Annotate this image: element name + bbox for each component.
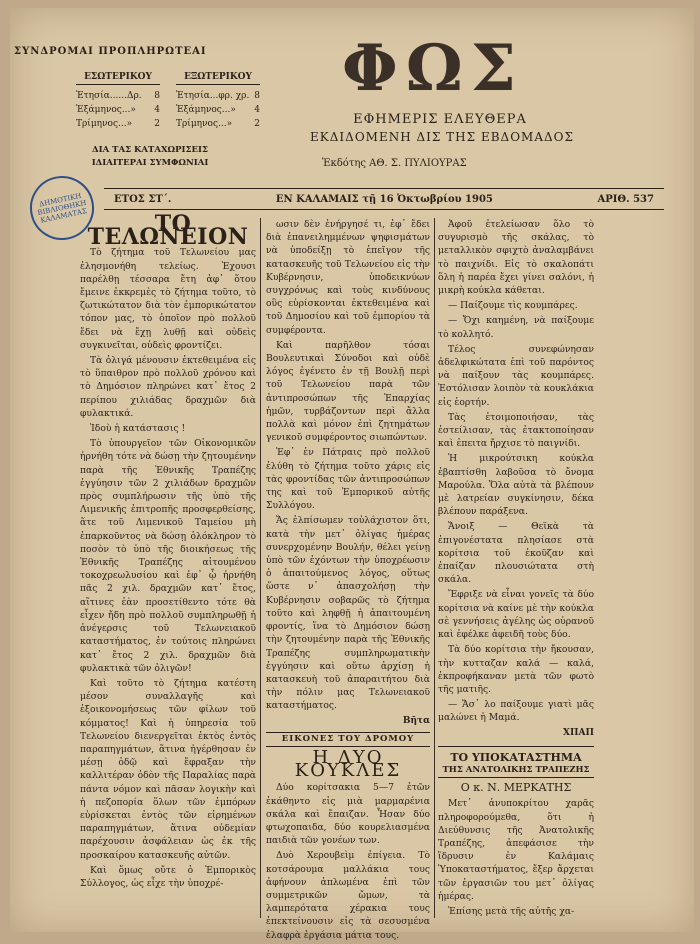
rate-label: Ἐτησία......Δρ. [76, 91, 142, 101]
domestic-rates [76, 70, 160, 131]
article-paragraph: Ἄνοιξ — Θεϊκὰ τὰ ἐπιγονέστατα πλησίασε στὰ κορίτσια τοῦ ἐκοῦζαν καὶ ἐπαίζαν πλουσιώτατα στὴ σκάλα. [438, 521, 594, 586]
rate-value: 8 [154, 91, 160, 101]
rate-value: 8 [254, 91, 260, 101]
article-paragraph: — Ὄχι καημένη, νὰ παίξουμε τὸ κολλητό. [438, 315, 594, 340]
article-headline: Η ΔΥΟ ΚΟΥΚΛΕΣ [294, 746, 402, 782]
year: ΕΤΟΣ ΣΤ΄. [114, 193, 172, 205]
article-paragraph: Δύο κορίτσακια 5—7 ἐτῶν ἐκάθηντο εἰς μιὰ μαρμαρένια σκάλα καὶ ἔπαιζαν. Ἦσαν δύο φτωχοπαιδα, δύο κουρελιασμένα παιδιὰ τῶν γονέων των. [266, 782, 430, 847]
library-stamp: ΔΗΜΟΤΙΚΗ ΒΙΒΛΙΟΘΗΚΗ ΚΑΛΑΜΑΤΑΣ [24, 170, 100, 246]
article-headline: ΤΟ ΤΕΛΩΝΕΙΟΝ [87, 211, 249, 251]
tagline-2: ΕΚΔΙΔΟΜΕΝΗ ΔΙΣ ΤΗΣ ΕΒΔΟΜΑΔΟΣ [310, 130, 574, 144]
agreement-line-2: ΙΔΙΑΙΤΕΡΑΙ ΣΥΜΦΩΝΙΑΙ [91, 158, 209, 168]
rate-label: Ἑξάμηνος...» [176, 105, 236, 115]
subscriptions-title: ΣΥΝΔΡΟΜΑΙ ΠΡΟΠΛΗΡΩΤΕΑΙ [14, 46, 207, 57]
newspaper-logo: ΦΩΣ [342, 31, 524, 106]
article-signature: ΧΠΑΠ [563, 727, 594, 738]
agreement-line-1: ΔΙΑ ΤΑΣ ΚΑΤΑΧΩΡΙΣΕΙΣ [92, 145, 208, 155]
article-paragraph: Τὰ δύο κορίτσια τὴν ἤκουσαν, τὴν κυτταζαν καλά — καλά, ἐκπροφήκαναν μετὰ τῶν φωτὸ τῆς ματιῆς. [438, 644, 594, 695]
column-1 [80, 211, 256, 892]
column-rule [434, 218, 435, 918]
article-paragraph: Ἔφριξε νὰ εἶναι γονεῖς τὰ δύο κορίτσια νὰ καίνε μὲ τὴν κούκλα σὲ γεννήσεις ἀγέλης ὡς οὐρανοῦ καὶ ἐφέλκε ἀφειδῆ τοὺς δύο. [438, 589, 594, 641]
article-paragraph: Καὶ παρῆλθον τόσαι Βουλευτικαὶ Σύνοδοι καὶ οὐδὲ λόγος ἐγένετο ἐν τῇ Βουλῇ περὶ τοῦ Τελωνείου παρὰ τῶν ἀντιπροσώπων τῆς Ἐπαρχίας ἡμῶν, τυρβάζοντων περὶ ἄλλα πολλὰ καὶ μόνον ἐπὶ ζητημάτων γενικοῦ συμφέροντος σιωπώντων. [266, 339, 430, 444]
article-paragraph: Ἰδοὺ ἡ κατάστασις ! [90, 423, 186, 435]
rate-label: Τρίμηνος...» [176, 119, 233, 129]
article-paragraph: Δυὸ Χερουβεὶμ ἐπίγεια. Τὸ κοτσάρουμα μαλλάκια τους ἀφήνουν ἀπλωμένα ἐπὶ τῶν συμμετρικῶν ὤμων, τὰ λαμπερότατα χέρακια τους ἐπεκτείνουσιν εἰς τὰ σεσυσμένα ἐλαφρὰ ἐργάσια μάτια τους. [266, 850, 430, 941]
article-paragraph: Μετ᾽ ἀνυποκρίτου χαρᾶς πληροφορούμεθα, ὅτι ἡ Διεύθυνσις τῆς Ἀνατολικῆς Τραπέζης, ἀπεφάσισε τὴν ἵδρυσιν ἐν Καλάμαις Ὑποκαταστήματος, ἔξερ ἄρχεται τῶν ἐργασιῶν του μετ᾽ ὀλίγας ἡμέρας. [438, 798, 594, 902]
article-paragraph: Καὶ τοῦτο τὸ ζήτημα κατέστη μέσον συναλλαγῆς καὶ ἐξοικονομήσεως τῶν φίλων τοῦ κόμματος! Καὶ ἡ ὑπηρεσία τοῦ Τελωνείου διενεργεῖται ἐκτὸς ἐντὸς παραπηγμάτων, ἅτινα ἠγέρθησαν ἐν μέσῃ ὁδῷ καὶ ἔφραξαν τὴν καλλιτέραν ὁδὸν τῆς Παραλίας παρὰ πάντα νόμον καὶ πᾶσαν λογικὴν καὶ ἡ πεζοπορία ὅλων τῶν ἐμπόρων εὑρίσκεται ἐντὸς τῶν εἰρημένων παραπηγμάτων, ἅτινα οὐδεμίαν παρέχουσιν ἀσφάλειαν ὡς ἐκ τῆς προσκαίρου κατασκευῆς αὐτῶν. [80, 677, 256, 861]
newspaper-page [10, 8, 694, 941]
rate-value: 2 [254, 119, 260, 129]
article-paragraph: Καὶ ὅμως οὔτε ὁ Ἐμπορικὸς Σύλλογος, ὡς εἶχε τὴν ὑποχρέ- [80, 864, 256, 889]
article-paragraph: — Ἄσ᾽ λο παίξουμε γιατὶ μᾶς μαλώνει ἡ Μαμά. [438, 699, 594, 724]
rate-label: Ἑξάμηνος...» [76, 105, 136, 115]
domestic-header: ΕΣΩΤΕΡΙΚΟΥ [76, 70, 160, 85]
rate-value: 2 [154, 119, 160, 129]
bank-article-header [438, 746, 594, 795]
article-paragraph: Τὸ ζήτημα τοῦ Τελωνείου μας ἐλησμονήθη τελείως. Ἐχουσι παρέλθῃ τέσσαρα ἔτη ἀφ᾽ ὅτου ἔμεινε ἐκκρεμὲς τὸ ζήτημα τοῦτο, τὸ ζωτικώτατον διὰ τὸν ἐμπορικώτατον τόπον μας, τὸ ὁποῖον πρὸ πολλοῦ ἔδει νὰ ἔχῃ λυθῇ καὶ οὐδεὶς συγκινεῖται, οὐδεὶς φροντίζει. [80, 247, 256, 351]
article-paragraph: Τὰ ὀλιγά μένουσιν ἐκτεθειμένα εἰς τὸ ὕπαιθρον πρὸ πολλοῦ χρόνου καὶ τὸ Δημόσιον πληρώνει κατ᾽ ἔτος 2 περίπου χιλιάδας δραχμῶν διὰ φυλακτικά. [80, 355, 256, 419]
article-paragraph: Ἡ μικρούτσικη κούκλα ἐβαπτίσθη λαβοῦσα τὸ ὄνομα Μαρούλα. Ὅλα αὐτὰ τὰ βλέπουν μὲ λατρείαν συγκίνησιν, δέκα βλέπουν παράξενα. [438, 453, 594, 518]
foreign-header: ΕΞΩΤΕΡΙΚΟΥ [176, 70, 260, 85]
article-paragraph: Τὰς ἐτοιμοποιήσαν, τὰς ἐστείλισαν, τὰς ἐτακτοποίησαν καὶ ἐπειτα ἤρχισε τὸ παιγνίδι. [438, 411, 594, 450]
article-headline: ΤΟ ΥΠΟΚΑΤΑΣΤΗΜΑ [450, 750, 582, 764]
rate-value: 4 [154, 105, 160, 115]
column-rule [260, 218, 261, 918]
article-paragraph: — Παίζουμε τὶς κουμπάρες. [448, 300, 578, 312]
article-signature: Βῆτα [402, 715, 430, 726]
section-kicker: ΕΙΚΟΝΕΣ ΤΟΥ ΔΡΟΜΟΥ [266, 732, 430, 747]
article-paragraph: Τὸ ὑπουργεῖον τῶν Οἰκονομικῶν ἠρνήθη τότε νὰ δώσῃ τὴν ζητουμένην παρὰ τῆς Ἐθνικῆς Τραπέζης ἐγγύησιν τῶν 2 χιλιάδων δραχμῶν πρὸς συμπλήρωσιν τῆς ὑπὸ τῆς Λιμενικῆς ἐπιτροπῆς προσφερθείσης, ἅτε τοῦ Λιμενικοῦ Ταμείου μὴ ἐπαρκοῦντος νὰ δώσῃ ὁλόκληρον τὸ ποσὸν τὸ ὑπὸ τῆς διοικήσεως τῆς Ἐθνικῆς Τραπέζης αἰτουμένου τοκοχρεωλυσίου καὶ ἐφ᾽ ᾧ ἠρνήθη πᾶς 2 χιλ. δραχμῶν κατ᾽ ἔτος, αἵτινες ἐὰν προσετίθεντο τότε θὰ εἶχεν ἤδη πρὸ πολλοῦ συμπληρωθῇ ἡ ἀνέγερσις τοῦ Τελωνειακοῦ καταστήματος, ἐν τούτοις πληρώνει κατ᾽ ἔτος 2 χιλ. δραχμῶν διὰ φυλακτικὰ τῶν ὀλιγῶν! [80, 438, 256, 674]
foreign-rates [176, 70, 260, 131]
column-2 [266, 218, 430, 944]
article-paragraph: Ἄς ἐλπίσωμεν τοὐλάχιστον ὅτι, κατὰ τὴν μετ᾽ ὀλίγας ἡμέρας συνερχομένην Βουλήν, θέλει γείνῃ ὑπὸ τῶν ἐχόντων τὴν ὑποχρέωσιν ὁ ἀπαιτούμενος λόγος, οὕτως ὥστε ν᾽ ἀπασχολήσῃ τὴν Κυβέρνησιν σοβαρῶς τὸ ζήτημα τοῦτο καὶ ληφθῇ ἡ ἀπαιτουμένη φροντίς, ἵνα τὸ Δημόσιον δώσῃ τὴν ζητουμένην παρὰ τῆς Ἐθνικῆς Τραπέζης συμπληρωματικὴν ἐγγύησιν καὶ οὕτω ἀρχίσῃ ἡ κατασκευὴ τοῦ ἀπαραιτήτου διὰ τὴν πόλιν μας Τελωνειακοῦ καταστήματος. [266, 515, 430, 712]
article-subheadline: ΤΗΣ ΑΝΑΤΟΛΙΚΗΣ ΤΡΑΠΕΖΗΣ [438, 764, 594, 778]
article-paragraph: ωσιν δὲν ἐνήργησέ τι, ἐφ᾽ ἔδει διὰ ἐπανειλημμένων ψηφισμάτων νὰ ὑποδείξῃ τὸ ἐπεῖγον τῆς κατασκευῆς τοῦ Τελωνείου εἰς τὴν Κυβέρνησιν, ὑποδεικνύων συγχρόνως καὶ τοὺς κινδύνους οὓς εὑρίσκονται ἐκτεθειμένα καὶ τοῦ Δημοσίου καὶ τοῦ ἐμπορίου τὰ συμφέροντα. [266, 219, 430, 336]
article-paragraph: Ἐφ᾽ ἐν Πάτραις πρὸ πολλοῦ ἐλύθη τὸ ζήτημα τοῦτο χάρις εἰς τὰς φροντίδας τῶν ἀντιπροσώπων της καὶ τοῦ Ἐμπορικοῦ αὐτῆς Συλλόγου. [266, 447, 430, 512]
masthead [10, 8, 694, 186]
editor-line: Ἐκδότης ΑΘ. Σ. ΠΥΛΙΟΥΡΑΣ [322, 158, 467, 169]
rate-value: 4 [254, 105, 260, 115]
dateline [104, 188, 664, 210]
rate-label: Ἐτησία...φρ. χρ. [176, 91, 250, 101]
article-byline: Ο κ. Ν. ΜΕΡΚΑΤΗΣ [460, 781, 572, 795]
tagline-1: ΕΦΗΜΕΡΙΣ ΕΛΕΥΘΕΡΑ [353, 112, 527, 127]
ads-agreement [50, 144, 250, 170]
rate-label: Τρίμηνος...» [76, 119, 133, 129]
article-paragraph: Τέλος συνεφώνησαν ἀδελφικώτατα ἐπὶ τοῦ παρόντος νὰ παίξουν τὰς κουμπάρες. Ἐστόλισαν λοιπὸν τὰ κουκλάκια εἰς ἑορτήν. [438, 343, 594, 408]
column-3 [438, 218, 594, 920]
article-paragraph: Ἐπίσης μετὰ τῆς αὐτῆς χα- [448, 905, 575, 917]
issue-number: ΑΡΙΘ. 537 [597, 193, 654, 205]
article-paragraph: Ἀφοῦ ἐτελείωσαν ὅλο τὸ συγυρισμὸ τῆς σκάλας, τὸ μεταλλικὸν σφιχτὸ ἀναλαμβάνει τὸ παιχνίδι. Εἰς τὸ σκαλοπάτι ὅλη ἡ παρέα ἔχει γίνει σαλόνι, ἡ μικρὴ κούκλα κάθεται. [438, 219, 594, 297]
place-date: ΕΝ ΚΑΛΑΜΑΙΣ τῇ 16 Ὀκτωβρίου 1905 [275, 193, 493, 205]
